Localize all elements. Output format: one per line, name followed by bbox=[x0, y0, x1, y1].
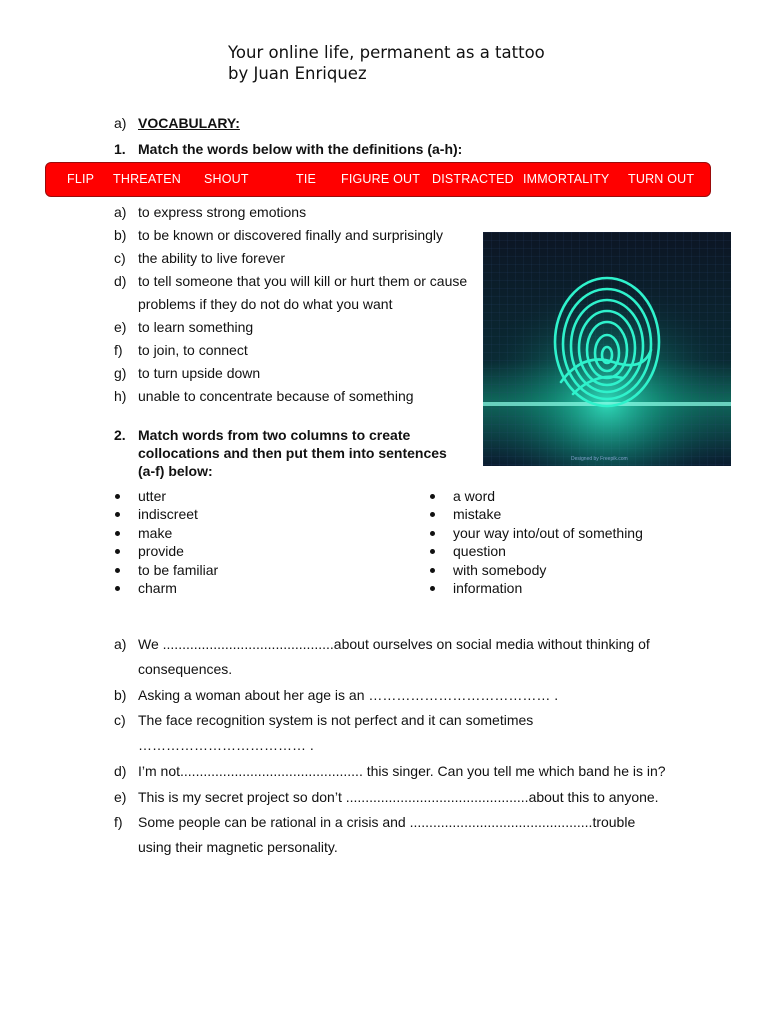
task-1-heading: Match the words below with the definitions (a-h): bbox=[138, 141, 463, 157]
right-column-item: mistake bbox=[453, 506, 502, 522]
definition-text: to learn something bbox=[138, 319, 254, 335]
definition-label: a) bbox=[114, 204, 127, 220]
sentence-part: Asking a woman about her age is an bbox=[138, 687, 369, 703]
sentence-part: Some people can be rational in a crisis and bbox=[138, 814, 410, 830]
sentence-part: this singer. Can you tell me which band he is in? bbox=[362, 763, 666, 779]
title-line-1: Your online life, permanent as a tattoo bbox=[228, 43, 545, 62]
bullet-icon bbox=[115, 568, 120, 573]
word-bank-item: FIGURE OUT bbox=[341, 172, 421, 186]
sentence-text-continued: consequences. bbox=[138, 661, 233, 677]
definition-text: the ability to live forever bbox=[138, 250, 286, 266]
section-heading: VOCABULARY: bbox=[138, 115, 240, 131]
bullet-icon bbox=[430, 494, 435, 499]
right-column-item: a word bbox=[453, 488, 496, 504]
task-2-heading-line: (a-f) below: bbox=[138, 463, 213, 479]
task-1-number: 1. bbox=[114, 141, 126, 157]
definition-label: c) bbox=[114, 250, 126, 266]
bullet-icon bbox=[430, 568, 435, 573]
word-bank-item: FLIP bbox=[67, 172, 95, 186]
sentence-part: trouble bbox=[592, 814, 636, 830]
word-bank-item: TURN OUT bbox=[628, 172, 695, 186]
left-column-item: charm bbox=[138, 580, 177, 596]
document-title bbox=[228, 42, 545, 84]
bullet-icon bbox=[115, 586, 120, 591]
fingerprint-image bbox=[483, 232, 731, 466]
left-column-item: to be familiar bbox=[138, 562, 219, 578]
definition-text-continued: problems if they do not do what you want bbox=[138, 296, 393, 312]
bullet-icon bbox=[115, 494, 120, 499]
sentence-part: I’m not bbox=[138, 763, 181, 779]
task-2-heading-line: collocations and then put them into sentences bbox=[138, 445, 447, 461]
sentence-label: e) bbox=[114, 789, 127, 805]
definition-text: to express strong emotions bbox=[138, 204, 307, 220]
left-column-item: utter bbox=[138, 488, 167, 504]
sentence-part: We bbox=[138, 636, 163, 652]
answer-blank[interactable]: ………………………………… . bbox=[368, 687, 559, 703]
word-bank bbox=[45, 162, 711, 197]
bullet-icon bbox=[115, 549, 120, 554]
bullet-icon bbox=[115, 512, 120, 517]
word-bank-item: THREATEN bbox=[113, 172, 182, 186]
sentence-label: a) bbox=[114, 636, 127, 652]
sentence-label: f) bbox=[114, 814, 123, 830]
title-line-2: by Juan Enriquez bbox=[228, 64, 367, 83]
sentence-text bbox=[138, 635, 650, 653]
bullet-icon bbox=[115, 531, 120, 536]
sentence-label: c) bbox=[114, 712, 126, 728]
bullet-icon bbox=[430, 549, 435, 554]
answer-blank[interactable]: ............................................... bbox=[345, 789, 529, 805]
bullet-icon bbox=[430, 512, 435, 517]
sentence-text bbox=[138, 686, 558, 704]
bullet-icon bbox=[430, 586, 435, 591]
task-2-heading bbox=[138, 426, 468, 480]
answer-blank[interactable]: ……………………………… . bbox=[138, 737, 314, 753]
right-column-item: with somebody bbox=[453, 562, 547, 578]
task-2-number: 2. bbox=[114, 427, 126, 443]
definition-text: to join, to connect bbox=[138, 342, 248, 358]
sentence-part: about this to anyone. bbox=[528, 789, 659, 805]
left-column-item: indiscreet bbox=[138, 506, 198, 522]
word-bank-item: IMMORTALITY bbox=[523, 172, 610, 186]
sentence-text: The face recognition system is not perfect and it can sometimes bbox=[138, 712, 534, 728]
right-column-item: question bbox=[453, 543, 506, 559]
definition-label: b) bbox=[114, 227, 127, 243]
sentence-part: about ourselves on social media without thinking of bbox=[333, 636, 650, 652]
word-bank-item: SHOUT bbox=[204, 172, 249, 186]
sentence-text-continued: using their magnetic personality. bbox=[138, 839, 338, 855]
definition-text: to tell someone that you will kill or hurt them or cause bbox=[138, 273, 468, 289]
definition-label: g) bbox=[114, 365, 127, 381]
definition-text: to turn upside down bbox=[138, 365, 261, 381]
definition-label: h) bbox=[114, 388, 127, 404]
word-bank-item: DISTRACTED bbox=[432, 172, 514, 186]
definition-label: d) bbox=[114, 273, 127, 289]
sentence-label: b) bbox=[114, 687, 127, 703]
definition-text: to be known or discovered finally and surprisingly bbox=[138, 227, 444, 243]
left-column-item: make bbox=[138, 525, 173, 541]
task-2-heading-line: Match words from two columns to create bbox=[138, 427, 411, 443]
sentence-text bbox=[138, 813, 635, 831]
section-label: a) bbox=[114, 115, 127, 131]
bullet-icon bbox=[430, 531, 435, 536]
word-bank-item: TIE bbox=[296, 172, 317, 186]
definition-text: unable to concentrate because of something bbox=[138, 388, 414, 404]
sentence-text bbox=[138, 762, 666, 780]
right-column-item: your way into/out of something bbox=[453, 525, 643, 541]
sentence-text bbox=[138, 788, 659, 806]
definition-label: e) bbox=[114, 319, 127, 335]
sentence-part: This is my secret project so don’t bbox=[138, 789, 346, 805]
image-credit: Designed by Freepik.com bbox=[571, 456, 628, 462]
definition-label: f) bbox=[114, 342, 123, 358]
sentence-label: d) bbox=[114, 763, 127, 779]
right-column-item: information bbox=[453, 580, 523, 596]
answer-blank[interactable]: ............................................ bbox=[162, 636, 334, 652]
left-column-item: provide bbox=[138, 543, 184, 559]
answer-blank[interactable]: ............................................... bbox=[409, 814, 593, 830]
answer-blank[interactable]: ............................................... bbox=[180, 763, 363, 779]
